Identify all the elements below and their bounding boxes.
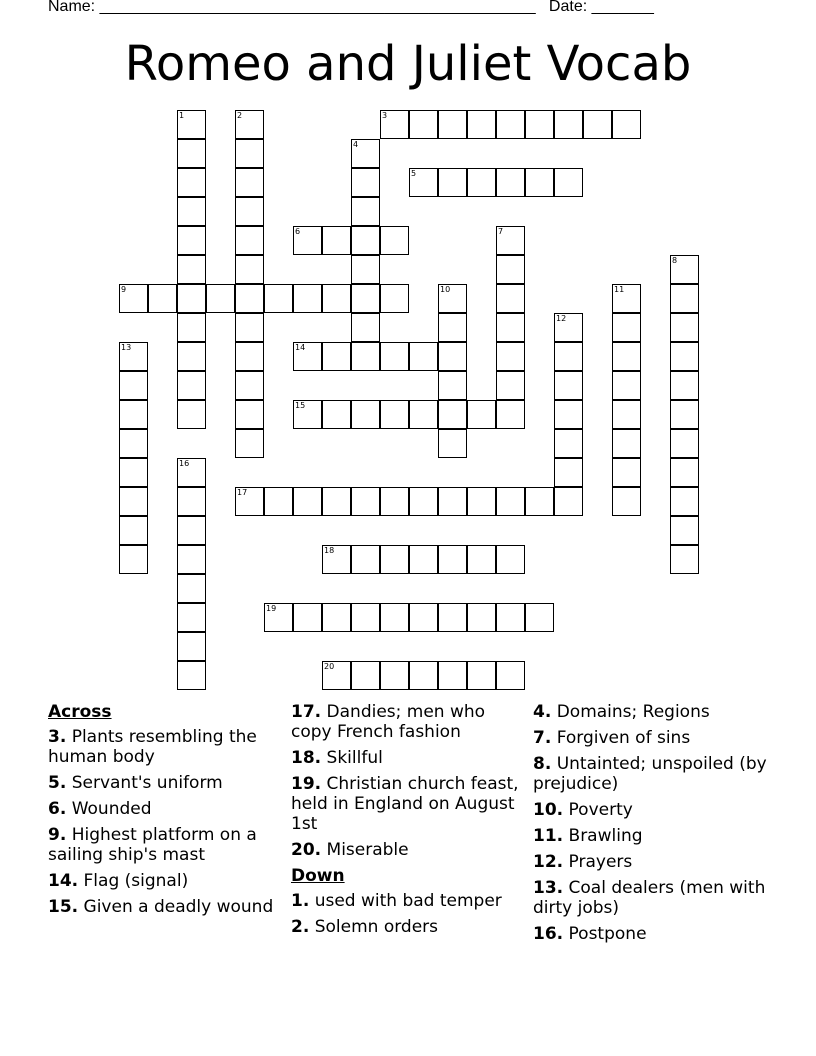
crossword-cell[interactable] (438, 110, 467, 139)
across-clue-15: 15. Given a deadly wound (48, 897, 274, 917)
crossword-cell[interactable] (177, 371, 206, 400)
crossword-cell[interactable] (119, 371, 148, 400)
down-clue-8: 8. Untainted; unspoiled (by prejudice) (533, 754, 767, 794)
crossword-cell[interactable] (119, 400, 148, 429)
crossword-cell[interactable] (612, 400, 641, 429)
crossword-cell[interactable] (670, 429, 699, 458)
crossword-cell[interactable] (380, 545, 409, 574)
crossword-cell[interactable] (148, 284, 177, 313)
crossword-cell[interactable] (438, 400, 467, 429)
crossword-cell[interactable] (177, 139, 206, 168)
crossword-cell[interactable] (380, 110, 409, 139)
crossword-cell[interactable] (293, 487, 322, 516)
crossword-cell[interactable] (380, 284, 409, 313)
crossword-cell[interactable] (177, 458, 206, 487)
crossword-cell[interactable] (351, 226, 380, 255)
crossword-cell[interactable] (496, 487, 525, 516)
crossword-cell[interactable] (235, 342, 264, 371)
clue-number: 1 (179, 111, 185, 120)
name-date-line: Name: _________________________________________________ Date: _______ (48, 0, 654, 15)
crossword-cell[interactable] (293, 226, 322, 255)
clue-number: 14 (295, 343, 306, 352)
crossword-cell[interactable] (554, 458, 583, 487)
crossword-cell[interactable] (235, 487, 264, 516)
clue-number: 13 (121, 343, 132, 352)
crossword-cell[interactable] (264, 487, 293, 516)
clue-column-2 (291, 702, 529, 943)
crossword-cell[interactable] (119, 284, 148, 313)
crossword-cell[interactable] (177, 342, 206, 371)
crossword-cell[interactable] (351, 545, 380, 574)
crossword-cell[interactable] (351, 342, 380, 371)
crossword-cell[interactable] (409, 545, 438, 574)
crossword-cell[interactable] (235, 110, 264, 139)
clue-number: 19 (266, 604, 277, 613)
crossword-cell[interactable] (177, 110, 206, 139)
crossword-cell[interactable] (119, 516, 148, 545)
crossword-cell[interactable] (670, 400, 699, 429)
crossword-cell[interactable] (235, 255, 264, 284)
crossword-cell[interactable] (467, 487, 496, 516)
clue-number: 2 (237, 111, 243, 120)
crossword-cell[interactable] (612, 110, 641, 139)
crossword-cell[interactable] (235, 139, 264, 168)
crossword-cell[interactable] (496, 284, 525, 313)
crossword-cell[interactable] (496, 110, 525, 139)
crossword-cell[interactable] (670, 371, 699, 400)
crossword-cell[interactable] (496, 371, 525, 400)
crossword-cell[interactable] (467, 400, 496, 429)
crossword-cell[interactable] (467, 168, 496, 197)
crossword-cell[interactable] (351, 284, 380, 313)
crossword-cell[interactable] (409, 400, 438, 429)
crossword-cell[interactable] (525, 168, 554, 197)
crossword-cell[interactable] (438, 545, 467, 574)
clue-number: 3 (382, 111, 388, 120)
crossword-cell[interactable] (177, 168, 206, 197)
crossword-cell[interactable] (177, 487, 206, 516)
crossword-cell[interactable] (409, 168, 438, 197)
crossword-cell[interactable] (496, 400, 525, 429)
clue-number: 6 (295, 227, 301, 236)
crossword-cell[interactable] (612, 342, 641, 371)
crossword-cell[interactable] (467, 110, 496, 139)
clue-column-3 (533, 702, 773, 950)
crossword-cell[interactable] (380, 400, 409, 429)
crossword-cell[interactable] (554, 429, 583, 458)
crossword-cell[interactable] (496, 313, 525, 342)
page-title: Romeo and Juliet Vocab (124, 36, 692, 92)
crossword-cell[interactable] (409, 661, 438, 690)
crossword-cell[interactable] (438, 342, 467, 371)
clue-number: 16 (179, 459, 190, 468)
crossword-cell[interactable] (177, 545, 206, 574)
crossword-cell[interactable] (496, 226, 525, 255)
crossword-cell[interactable] (177, 284, 206, 313)
across-clue-18: 18. Skillful (291, 748, 383, 768)
crossword-cell[interactable] (380, 603, 409, 632)
crossword-cell[interactable] (293, 342, 322, 371)
crossword-cell[interactable] (235, 429, 264, 458)
crossword-cell[interactable] (235, 168, 264, 197)
down-clue-13: 13. Coal dealers (men with dirty jobs) (533, 878, 766, 918)
crossword-cell[interactable] (206, 284, 235, 313)
clue-number: 20 (324, 662, 335, 671)
crossword-cell[interactable] (177, 574, 206, 603)
crossword-cell[interactable] (670, 458, 699, 487)
across-clue-5: 5. Servant's uniform (48, 773, 223, 793)
crossword-cell[interactable] (177, 661, 206, 690)
crossword-cell[interactable] (293, 284, 322, 313)
crossword-cell[interactable] (438, 429, 467, 458)
crossword-cell[interactable] (554, 313, 583, 342)
across-clue-3: 3. Plants resembling the human body (48, 727, 257, 767)
crossword-cell[interactable] (409, 603, 438, 632)
crossword-cell[interactable] (612, 313, 641, 342)
crossword-cell[interactable] (119, 342, 148, 371)
crossword-cell[interactable] (119, 545, 148, 574)
crossword-cell[interactable] (293, 400, 322, 429)
crossword-cell[interactable] (438, 284, 467, 313)
clue-number: 10 (440, 285, 451, 294)
crossword-cell[interactable] (467, 603, 496, 632)
crossword-cell[interactable] (496, 168, 525, 197)
crossword-cell[interactable] (670, 487, 699, 516)
across-clue-9: 9. Highest platform on a sailing ship's mast (48, 825, 257, 865)
crossword-cell[interactable] (235, 313, 264, 342)
crossword-cell[interactable] (322, 400, 351, 429)
crossword-cell[interactable] (554, 487, 583, 516)
clue-number: 9 (121, 285, 127, 294)
crossword-cell[interactable] (438, 168, 467, 197)
crossword-cell[interactable] (235, 371, 264, 400)
crossword-cell[interactable] (351, 197, 380, 226)
crossword-cell[interactable] (670, 342, 699, 371)
crossword-cell[interactable] (670, 313, 699, 342)
down-clue-11: 11. Brawling (533, 826, 643, 846)
crossword-cell[interactable] (351, 255, 380, 284)
crossword-cell[interactable] (177, 603, 206, 632)
crossword-cell[interactable] (177, 226, 206, 255)
crossword-cell[interactable] (554, 371, 583, 400)
clue-number: 17 (237, 488, 248, 497)
crossword-cell[interactable] (351, 661, 380, 690)
down-clue-16: 16. Postpone (533, 924, 647, 944)
crossword-cell[interactable] (351, 313, 380, 342)
crossword-cell[interactable] (351, 168, 380, 197)
crossword-cell[interactable] (235, 400, 264, 429)
crossword-cell[interactable] (322, 603, 351, 632)
crossword-cell[interactable] (554, 110, 583, 139)
crossword-cell[interactable] (467, 545, 496, 574)
crossword-cell[interactable] (322, 226, 351, 255)
crossword-cell[interactable] (612, 429, 641, 458)
crossword-cell[interactable] (177, 197, 206, 226)
clue-number: 15 (295, 401, 306, 410)
crossword-cell[interactable] (670, 545, 699, 574)
crossword-cell[interactable] (612, 458, 641, 487)
across-clue-17: 17. Dandies; men who copy French fashion (291, 702, 486, 742)
crossword-cell[interactable] (409, 110, 438, 139)
across-clue-6: 6. Wounded (48, 799, 152, 819)
crossword-cell[interactable] (177, 516, 206, 545)
clue-number: 4 (353, 140, 359, 149)
crossword-cell[interactable] (322, 545, 351, 574)
crossword-cell[interactable] (438, 313, 467, 342)
crossword-cell[interactable] (670, 255, 699, 284)
clue-number: 5 (411, 169, 417, 178)
down-clue-10: 10. Poverty (533, 800, 633, 820)
crossword-cell[interactable] (235, 197, 264, 226)
down-clue-7: 7. Forgiven of sins (533, 728, 691, 748)
across-clue-19: 19. Christian church feast, held in England on August 1st (291, 774, 519, 834)
crossword-cell[interactable] (496, 603, 525, 632)
crossword-cell[interactable] (380, 342, 409, 371)
crossword-cell[interactable] (496, 545, 525, 574)
crossword-cell[interactable] (438, 487, 467, 516)
crossword-cell[interactable] (409, 487, 438, 516)
crossword-cell[interactable] (177, 313, 206, 342)
across-clue-14: 14. Flag (signal) (48, 871, 189, 891)
clue-column-1 (48, 702, 280, 923)
crossword-cell[interactable] (322, 284, 351, 313)
crossword-cell[interactable] (380, 226, 409, 255)
crossword-cell[interactable] (177, 255, 206, 284)
crossword-cell[interactable] (177, 400, 206, 429)
clue-number: 18 (324, 546, 335, 555)
crossword-cell[interactable] (554, 400, 583, 429)
down-clue-4: 4. Domains; Regions (533, 702, 710, 722)
crossword-cell[interactable] (496, 342, 525, 371)
across-heading: Across (48, 702, 112, 722)
crossword-cell[interactable] (670, 284, 699, 313)
crossword-cell[interactable] (293, 603, 322, 632)
crossword-cell[interactable] (177, 632, 206, 661)
crossword-cell[interactable] (467, 661, 496, 690)
crossword-cell[interactable] (235, 284, 264, 313)
crossword-cell[interactable] (438, 371, 467, 400)
crossword-cell[interactable] (351, 487, 380, 516)
crossword-cell[interactable] (612, 371, 641, 400)
crossword-cell[interactable] (438, 603, 467, 632)
crossword-cell[interactable] (119, 487, 148, 516)
clue-number: 7 (498, 227, 504, 236)
crossword-cell[interactable] (119, 458, 148, 487)
crossword-cell[interactable] (322, 487, 351, 516)
crossword-cell[interactable] (612, 284, 641, 313)
crossword-cell[interactable] (612, 487, 641, 516)
across-clue-20: 20. Miserable (291, 840, 409, 860)
crossword-cell[interactable] (525, 110, 554, 139)
crossword-cell[interactable] (554, 168, 583, 197)
down-clue-1: 1. used with bad temper (291, 891, 502, 911)
crossword-cell[interactable] (583, 110, 612, 139)
crossword-cell[interactable] (554, 342, 583, 371)
crossword-cell[interactable] (670, 516, 699, 545)
down-clue-2: 2. Solemn orders (291, 917, 439, 937)
down-heading: Down (291, 866, 345, 886)
crossword-cell[interactable] (264, 284, 293, 313)
crossword-cell[interactable] (119, 429, 148, 458)
crossword-cell[interactable] (322, 342, 351, 371)
clue-number: 12 (556, 314, 567, 323)
crossword-cell[interactable] (351, 603, 380, 632)
crossword-cell[interactable] (438, 661, 467, 690)
down-clue-12: 12. Prayers (533, 852, 633, 872)
clue-number: 11 (614, 285, 625, 294)
crossword-cell[interactable] (496, 661, 525, 690)
crossword-cell[interactable] (496, 255, 525, 284)
crossword-cell[interactable] (409, 342, 438, 371)
crossword-cell[interactable] (525, 603, 554, 632)
crossword-cell[interactable] (380, 487, 409, 516)
clue-number: 8 (672, 256, 678, 265)
crossword-cell[interactable] (351, 400, 380, 429)
crossword-cell[interactable] (351, 139, 380, 168)
crossword-cell[interactable] (322, 661, 351, 690)
crossword-cell[interactable] (264, 603, 293, 632)
crossword-cell[interactable] (380, 661, 409, 690)
crossword-cell[interactable] (525, 487, 554, 516)
crossword-cell[interactable] (235, 226, 264, 255)
